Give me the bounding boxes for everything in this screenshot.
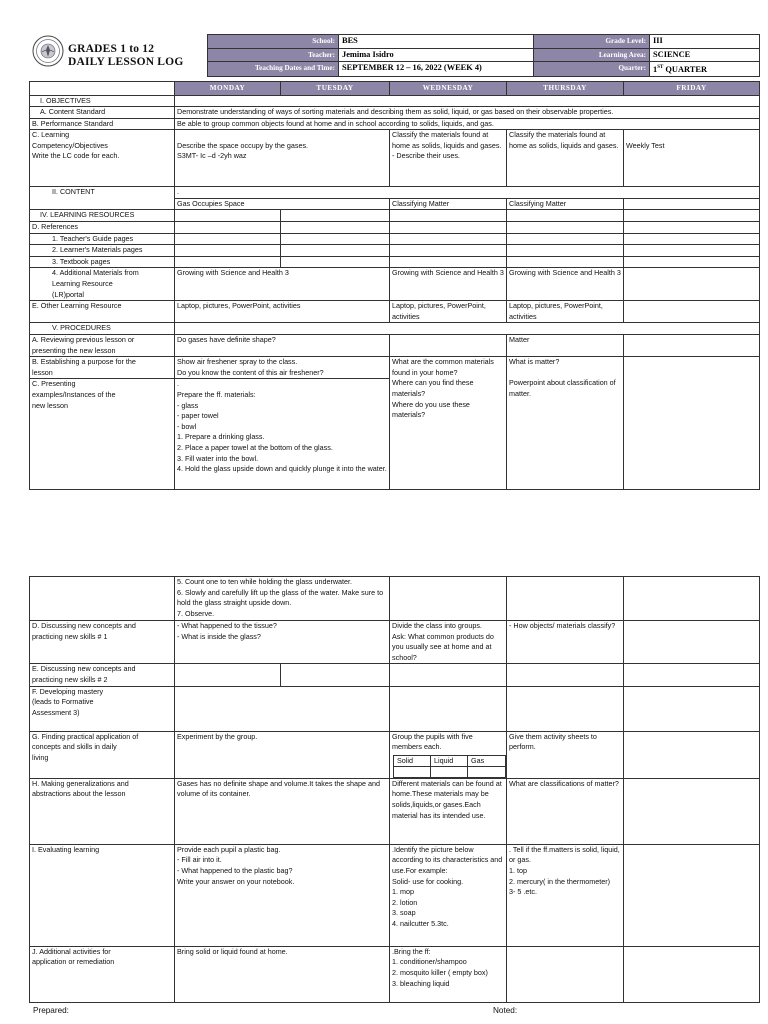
reviewing-thursday: Matter <box>507 335 624 357</box>
day-wednesday: WEDNESDAY <box>390 82 507 96</box>
prepared-label: Prepared: <box>33 1006 69 1015</box>
content-wednesday: Classifying Matter <box>390 198 507 210</box>
other-resources-monday: Laptop, pictures, PowerPoint, activities <box>175 301 390 323</box>
day-friday: FRIDAY <box>624 82 760 96</box>
lesson-log-table-1 <box>29 81 760 490</box>
noted-label: Noted: <box>493 1006 518 1015</box>
practical-label: G. Finding practical application of concepts and skills in daily living <box>30 731 175 778</box>
learners-materials-label: 2. Learner's Materials pages <box>30 245 175 257</box>
content-standard: Demonstrate understanding of ways of sorting materials and describing them as solid, liquid, or gas based on their observable properties. <box>175 107 760 119</box>
evaluating-wednesday: .Identify the picture below according to its characteristics and use.For example: Solid- use for cooking. 1. mop 2. lotion 3. soap 4. nailcutter 5.3tc. <box>390 844 507 946</box>
discussing-1-thursday: - How objects/ materials classify? <box>507 621 624 664</box>
content-heading: II. CONTENT <box>30 187 175 210</box>
grade-label: Grade Level: <box>534 35 650 49</box>
evaluating-thursday: . Tell if the ff.matters is solid, liquid, or gas. 1. top 2. mercury( in the thermometer) 3- 5 .etc. <box>507 844 624 946</box>
deped-seal <box>32 35 64 67</box>
discussing-1-monday: - What happened to the tissue? - What is inside the glass? <box>175 621 390 664</box>
additional-activities-label: J. Additional activities for application or remediation <box>30 946 175 1002</box>
generalization-monday: Gases has no definite shape and volume.It takes the shape and volume of its container. <box>175 778 390 844</box>
generalization-wednesday: Different materials can be found at home.These materials may be solids,liquids,or gases.Each material has its intended use. <box>390 778 507 844</box>
quarter-text: QUARTER <box>663 64 707 74</box>
quarter-label: Quarter: <box>534 62 650 77</box>
teacher-value: Jemima Isidro <box>339 48 534 62</box>
dates-label: Teaching Dates and Time: <box>208 62 339 77</box>
practical-wednesday-cell <box>390 731 507 778</box>
title-line-2: DAILY LESSON LOG <box>68 56 184 68</box>
header-table <box>207 34 760 77</box>
presenting-label: C. Presenting examples/Instances of the new lesson <box>30 379 175 490</box>
presenting-monday-continued: 5. Count one to ten while holding the glass underwater. 6. Slowly and carefully lift up the glass of the water. Make sure to hold the glass straight upside down. 7. Observe. <box>175 577 390 621</box>
purpose-monday: Show air freshener spray to the class. Do you know the content of this air freshener? <box>175 357 390 379</box>
content-dot: . <box>175 187 760 199</box>
day-monday: MONDAY <box>175 82 281 96</box>
procedures-heading: V. PROCEDURES <box>30 323 175 335</box>
objectives-heading: I. OBJECTIVES <box>30 95 175 107</box>
additional-activities-wednesday: .Bring the ff: 1. conditioner/shampoo 2. mosquito killer ( empty box) 3. bleaching liquid <box>390 946 507 1002</box>
other-resources-wednesday: Laptop, pictures, PowerPoint, activities <box>390 301 507 323</box>
content-thursday: Classifying Matter <box>507 198 624 210</box>
evaluating-monday: Provide each pupil a plastic bag. - Fill air into it. - What happened to the plastic bag? Write your answer on your notebook. <box>175 844 390 946</box>
discussing-1-label: D. Discussing new concepts and practicing new skills # 1 <box>30 621 175 664</box>
other-resources-label: E. Other Learning Resource <box>30 301 175 323</box>
discussing-2-label: E. Discussing new concepts and practicing new skills # 2 <box>30 664 175 686</box>
other-resources-thursday: Laptop, pictures, PowerPoint, activities <box>507 301 624 323</box>
col-solid: Solid <box>394 755 431 766</box>
grade-value: III <box>650 35 760 49</box>
additional-activities-monday: Bring solid or liquid found at home. <box>175 946 390 1002</box>
purpose-wednesday: What are the common materials found in your home? Where can you find these materials? Where do you use these materials? <box>390 357 507 490</box>
lesson-log-table-2 <box>29 576 760 1003</box>
mastery-label: F. Developing mastery (leads to Formative Assessment 3) <box>30 686 175 731</box>
resources-heading: IV. LEARNING RESOURCES <box>30 210 175 222</box>
purpose-label: B. Establishing a purpose for the lesson <box>30 357 175 379</box>
presenting-monday: . Prepare the ff. materials: - glass - paper towel - bowl 1. Prepare a drinking glass. 2. Place a paper towel at the bottom of the glass. 3. Fill water into the bowl. 4. Hold the glass upside down and quickly plunge it into the water. <box>175 379 390 490</box>
title-line-1: GRADES 1 to 12 <box>68 43 155 55</box>
area-label: Learning Area: <box>534 48 650 62</box>
classification-table <box>393 755 506 778</box>
discussing-1-wednesday: Divide the class into groups. Ask: What common products do you usually see at home and at school? <box>390 621 507 664</box>
textbook-label: 3. Textbook pages <box>30 256 175 268</box>
day-tuesday: TUESDAY <box>281 82 390 96</box>
content-monday: Gas Occupies Space <box>175 198 390 210</box>
dates-value: SEPTEMBER 12 – 16, 2022 (WEEK 4) <box>339 62 534 77</box>
teacher-label: Teacher: <box>208 48 339 62</box>
area-value: SCIENCE <box>650 48 760 62</box>
generalization-thursday: What are classifications of matter? <box>507 778 624 844</box>
content-standard-label: A. Content Standard <box>30 107 175 119</box>
references-label: D. References <box>30 222 175 234</box>
corner-cell <box>30 82 175 96</box>
quarter-value <box>650 62 760 77</box>
practical-wednesday: Group the pupils with five members each. <box>392 731 473 752</box>
performance-standard: Be able to group common objects found at home and in school according to solids, liquids, and gas. <box>175 118 760 130</box>
additional-materials-monday: Growing with Science and Health 3 <box>175 268 390 301</box>
competency-friday: Weekly Test <box>624 130 760 187</box>
purpose-thursday: What is matter? Powerpoint about classification of matter. <box>507 357 624 490</box>
additional-materials-thursday: Growing with Science and Health 3 <box>507 268 624 301</box>
teachers-guide-label: 1. Teacher's Guide pages <box>30 233 175 245</box>
additional-materials-label: 4. Additional Materials from Learning Resource (LR)portal <box>30 268 175 301</box>
practical-monday: Experiment by the group. <box>175 731 390 778</box>
competency-label: C. Learning Competency/Objectives Write the LC code for each. <box>30 130 175 187</box>
reviewing-monday: Do gases have definite shape? <box>175 335 390 357</box>
form-title <box>68 43 208 69</box>
generalization-label: H. Making generalizations and abstractions about the lesson <box>30 778 175 844</box>
col-liquid: Liquid <box>431 755 468 766</box>
reviewing-label: A. Reviewing previous lesson or presenting the new lesson <box>30 335 175 357</box>
competency-thursday: Classify the materials found at home as solids, liquids and gases. <box>507 130 624 187</box>
performance-standard-label: B. Performance Standard <box>30 118 175 130</box>
evaluating-label: I. Evaluating learning <box>30 844 175 946</box>
school-label: School: <box>208 35 339 49</box>
competency-monday: Describe the space occupy by the gases. S3MT- Ic –d -2yh waz <box>175 130 390 187</box>
school-value: BES <box>339 35 534 49</box>
additional-materials-wednesday: Growing with Science and Health 3 <box>390 268 507 301</box>
quarter-sup: ST <box>657 65 664 70</box>
day-thursday: THURSDAY <box>507 82 624 96</box>
competency-wednesday: Classify the materials found at home as solids, liquids and gases. - Describe their uses. <box>390 130 507 187</box>
col-gas: Gas <box>468 755 506 766</box>
practical-thursday: Give them activity sheets to perform. <box>507 731 624 778</box>
quarter-num: 1 <box>653 64 658 74</box>
